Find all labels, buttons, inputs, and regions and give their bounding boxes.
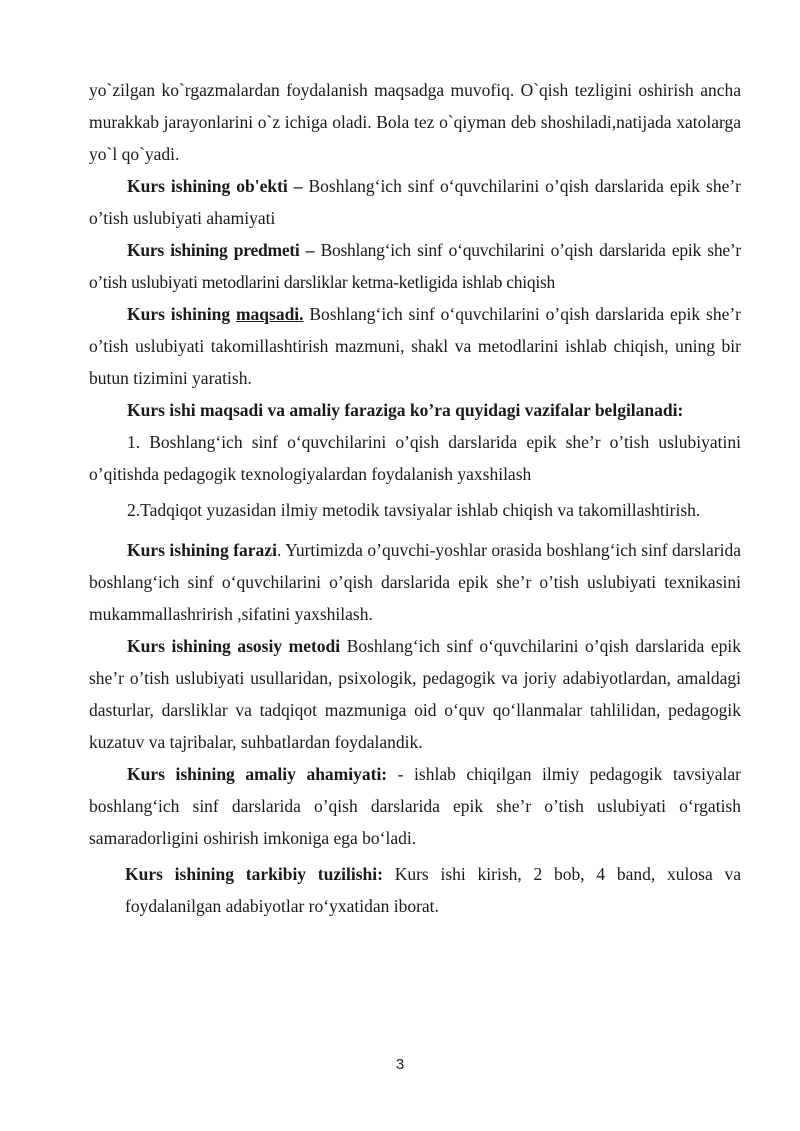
paragraph-task-1 (89, 426, 741, 490)
structure-text-1: Kurs ishi kirish, 2 bob, 4 band, xulosa va (382, 864, 741, 884)
goal-label-underlined: maqsadi. (235, 304, 304, 324)
significance-label: Kurs ishining amaliy ahamiyati: (127, 764, 388, 784)
hypothesis-label: Kurs ishining farazi (127, 540, 277, 560)
hypothesis-text: . Yurtimizda o’quvchi-yoshlar orasida boshlang‘ich sinf darslarida boshlang‘ich sinf o‘quvchilarini o’qish darslarida epik she’r o’tish uslubiyati texnikasini mukammallashrirish ,sifatini yaxshilash. (89, 540, 741, 624)
method-text: Boshlang‘ich sinf o‘quvchilarini o’qish darslarida epik she’r o’tish uslubiyati usullaridan, psixologik, pedagogik va joriy adabiyotlardan, amaldagi dasturlar, darsliklar va tadqiqot mazmuniga oid o‘quv qo‘llanmalar tahlilidan, pedagogik kuzatuv va tajribalar, suhbatlardan foydalandik. (89, 636, 741, 752)
paragraph-object (89, 170, 741, 234)
object-label: Kurs ishining ob'ekti – (127, 176, 303, 196)
structure-line-1 (125, 858, 741, 890)
paragraph-task-2 (89, 490, 741, 526)
paragraph-method (89, 630, 741, 758)
method-label: Kurs ishining asosiy metodi (127, 636, 341, 656)
task-2-text: 2.Tadqiqot yuzasidan ilmiy metodik tavsiyalar ishlab chiqish va takomillashtirish. (127, 500, 701, 520)
subject-label: Kurs ishining predmeti – (127, 240, 315, 260)
goal-text: Boshlang‘ich sinf o‘quvchilarini o’qish darslarida epik she’r o’tish uslubiyati takomillashtirish mazmuni, shakl va metodlarini ishlab chiqish, uning bir butun tizimini yaratish. (89, 304, 741, 388)
structure-text-2: foydalanilgan adabiyotlar ro‘yxatidan iborat. (125, 896, 439, 916)
page-number: 3 (395, 1056, 405, 1073)
document-body (89, 74, 741, 922)
subject-text: Boshlang‘ich sinf o‘quvchilarini o’qish darslarida epik she’r o’tish uslubiyati metodlarini darsliklar ketma-ketligida ishlab chiqish (89, 240, 741, 292)
task-1-text: 1. Boshlang‘ich sinf o‘quvchilarini o’qish darslarida epik she’r o’tish uslubiyatini o’qitishda pedagogik texnologiyalardan foydalanish yaxshilash (89, 432, 741, 484)
structure-label: Kurs ishining tarkibiy tuzilishi: (125, 864, 383, 884)
paragraph-subject (89, 234, 741, 298)
tasks-heading: Kurs ishi maqsadi va amaliy faraziga ko’ra quyidagi vazifalar belgilanadi: (127, 400, 684, 420)
paragraph-goal (89, 298, 741, 394)
object-text: Boshlang‘ich sinf o‘quvchilarini o’qish darslarida epik she’r o’tish uslubiyati ahamiyati (89, 176, 741, 228)
paragraph-significance (89, 758, 741, 854)
paragraph-tasks-heading (89, 394, 741, 426)
goal-label: Kurs ishining (127, 304, 236, 324)
paragraph-structure (89, 858, 741, 922)
paragraph-intro (89, 74, 741, 170)
significance-text: - ishlab chiqilgan ilmiy pedagogik tavsiyalar boshlang‘ich sinf darslarida o’qish darslarida epik she’r o’tish uslubiyati o‘rgatish samaradorligini oshirish imkoniga ega bo‘ladi. (89, 764, 742, 848)
paragraph-hypothesis (89, 534, 741, 630)
paragraph-intro-text: yo`zilgan ko`rgazmalardan foydalanish maqsadga muvofiq. O`qish tezligini oshirish ancha murakkab jarayonlarini o`z ichiga oladi. Bola tez o`qiyman deb shoshiladi,natijada xatolarga yo`l qo`yadi. (89, 80, 741, 164)
